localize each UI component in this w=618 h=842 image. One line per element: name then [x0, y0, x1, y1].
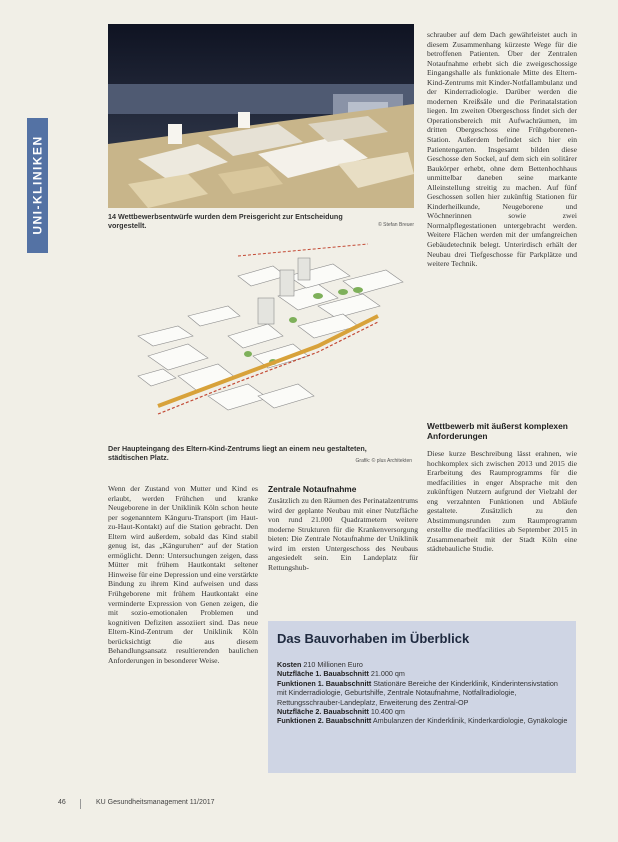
section-tab [27, 118, 48, 253]
overview-row: Nutzfläche 1. Bauabschnitt 21.000 qm [277, 669, 405, 679]
plan-credit: Grafik: © plus Architekten [355, 458, 412, 464]
photo-caption: 14 Wettbewerbsentwürfe wurden dem Preisgericht zur Entscheidung vorgestellt. [108, 212, 343, 230]
wettbewerb-heading: Wettbewerb mit äußerst komplexen Anforderungen [427, 421, 568, 441]
footer-divider [80, 799, 81, 809]
overview-row: Funktionen 2. Bauabschnitt Ambulanzen der Kinderklinik, Kinderkardiologie, Gynäkologie [277, 716, 568, 726]
notaufnahme-text: Zusätzlich zu den Räumen des Perinatalzentrums wird der geplante Neubau mit einer Nutzfläche von rund 21.000 Quadratmetern weitere moderne Strukturen für die Krankenversorgung bieten: Die Zentrale Notaufnahme der Uniklinik wird im ersten Untergeschoss des Neubaus angesiedelt sein. Ein Landeplatz für Rettungshub- [268, 496, 418, 572]
overview-row: Funktionen 1. Bauabschnitt Stationäre Bereiche der Kinderklinik, Kinderintensivstation mit Kinderradiologie, Geburtshilfe, Zentrale Notaufnahme, Notfallradiologie, Rettungsschrauber-Landeplatz, Erweiterung des Zentral-OP [277, 678, 558, 707]
overview-box-rows [277, 660, 569, 726]
overview-row: Nutzfläche 2. Bauabschnitt 10.400 qm [277, 707, 405, 717]
journal-name: KU Gesundheitsmanagement 11/2017 [96, 799, 215, 806]
article-text-left: Wenn der Zustand von Mutter und Kind es erlaubt, werden Frühchen und kranke Neugeborene in der Uniklinik Köln schon heute per sogenanntem Känguru-Transport (im Haut-zu-Haut-Kontakt) auf die Station gebracht. Den Eltern wird außerdem, sobald das Kind stabil genug ist, das „Känguruhen“ auf der Station ermöglicht. Denn: Untersuchungen zeigen, dass Mütter mit frühem Hautkontakt seltener Hinweise für eine Depression und eine verstärkte Bindung zu ihrem Kind aufweisen und dass Frühgeborene mit frühem Hautkontakt eine verminderte Expression von Genen zeigen, die mit sozio-emotionalen Problemen und kognitiven Defiziten assoziiert sind. Das neue Eltern-Kind-Zentrum der Uniklinik Köln berücksichtigt die aus diesem Behandlungsansatz resultierenden baulichen Anforderungen in besonderer Weise. [108, 484, 258, 665]
notaufnahme-heading: Zentrale Notaufnahme [268, 484, 357, 494]
article-text-right-top: schrauber auf dem Dach gewährleistet auch in diesem Zusammenhang kürzeste Wege für die betroffenen Patienten. Über der Zentralen Notaufnahme erhebt sich die zweigeschossige Eingangshalle als funktionale Mitte des Eltern-Kind-Zentrums mit Kinder-Notfallambulanz und der Kinderradiologie. Darüber werden die modernen Kreißsäle und die Perinatalstation liegen. Im zweiten Obergeschoss findet sich der Operationsbereich mit Aufwachräumen, im dritten Obergeschoss eine Frühgeborenen-Station. Außerdem befindet sich hier ein Patientengarten. Insgesamt bilden diese Geschosse den Sockel, auf dem sich ein solitärer Baukörper erhebt, ohne dem Bettenhochhaus unmittelbar daneben seine markante Alleinstellung streitig zu machen. Auf fünf Geschossen sollen hier zukünftig Stationen für Kinderheilkunde, Neugeborene und Wöchnerinnen sowie zwei Normalpflegestationen untergebracht werden. Weitere Flächen werden mit der umfangreichen Gebäudetechnik belegt. Unterirdisch erhält der Neubau drei Tiefgeschosse für Parkplätze und weitere Technik. [427, 30, 577, 269]
section-tab-label: UNI-KLINIKEN [30, 135, 45, 235]
overview-box [268, 621, 576, 773]
overview-row: Kosten 210 Millionen Euro [277, 660, 363, 669]
wettbewerb-text: Diese kurze Beschreibung lässt erahnen, wie hochkomplex sich zwischen 2013 und 2015 die Erarbeitung des Raumprogramms für die medfacilities in enger Absprache mit den zukünftigen Nutzern aufgrund der Vielzahl der eng verzahnten Funktionen und Abläufe gestaltete. Zusätzlich zu den Abstimmungsrunden zum Raumprogramm erstellte die medfacilities ab September 2015 in Zusammenarbeit mit der Stadt Köln eine städtebauliche Studie. [427, 449, 577, 554]
overview-box-title: Das Bauvorhaben im Überblick [277, 631, 470, 646]
photo-credit: © Stefan Breuer [378, 222, 414, 228]
site-plan-drawing [118, 236, 410, 436]
page-number: 46 [58, 799, 66, 806]
plan-caption: Der Haupteingang des Eltern-Kind-Zentrums liegt an einem neu gestalteten, städtischen Platz. [108, 444, 367, 462]
competition-models-photo [108, 24, 414, 208]
